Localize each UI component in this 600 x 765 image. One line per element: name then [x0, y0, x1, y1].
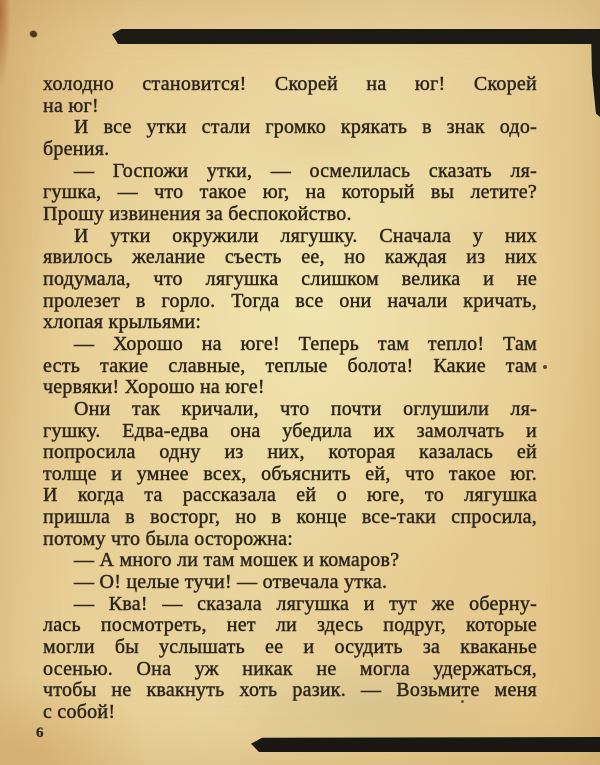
scan-artifact-right-bar	[591, 29, 600, 117]
text-line: Прошу извинения за беспокойство.	[43, 202, 352, 225]
text-line: — Госпожи утки, — осмелилась сказать ля-	[74, 159, 537, 182]
text-line: И все утки стали громко крякать в знак одо-	[74, 116, 537, 139]
text-line: И когда та рассказала ей о юге, то лягушка	[43, 484, 537, 507]
text-line: — Хорошо на юге! Теперь там тепло! Там	[74, 332, 537, 355]
scan-artifact-top-bar	[112, 29, 600, 44]
text-line: Они так кричали, что почти оглушили ля-	[74, 397, 537, 420]
text-line: попросила одну из них, которая казалась ей	[43, 441, 537, 464]
text-line: толще и умнее всех, объяснить ей, что такое юг.	[43, 462, 537, 485]
text-line: явилось желание съесть ее, но каждая из них	[43, 246, 537, 269]
text-line: — Ква! — сказала лягушка и тут же оберну-	[74, 592, 537, 615]
text-line: потому что была осторожна:	[43, 527, 294, 550]
scan-artifact-bottom-bar	[251, 737, 600, 752]
text-line: чтобы не квакнуть хоть разик. — Возьмите меня	[43, 679, 537, 702]
text-line: холодно становится! Скорей на юг! Скорей	[43, 73, 537, 95]
text-line: И утки окружили лягушку. Сначала у них	[74, 224, 537, 247]
text-line: пролезет в горло. Тогда все они начали кричать,	[43, 289, 537, 312]
text-line: с собой!	[43, 701, 116, 724]
text-line: есть такие славные, теплые болота! Какие там	[43, 354, 537, 377]
text-line: червяки! Хорошо на юге!	[43, 376, 265, 399]
text-line: пришла в восторг, но в конце все-таки спросила,	[43, 506, 537, 529]
text-line: гушку. Едва-едва она убедила их замолчать и	[43, 419, 537, 442]
text-line: осенью. Она уж никак не могла удержаться,	[43, 657, 537, 680]
text-line: — О! целые тучи! — отвечала утка.	[74, 571, 388, 594]
page-edge-stain	[0, 0, 14, 120]
page-text	[43, 74, 537, 724]
text-line: лась посмотреть, нет ли здесь подруг, которые	[43, 614, 537, 637]
text-line: — А много ли там мошек и комаров?	[74, 549, 400, 572]
text-line: могли бы услышать ее и осудить за кваканье	[43, 636, 537, 659]
ink-speck	[29, 30, 38, 38]
ink-speck	[543, 365, 547, 369]
page-number: 6	[36, 725, 44, 741]
text-line: гушка, — что такое юг, на который вы летите?	[43, 181, 537, 204]
text-line: брения.	[43, 137, 110, 160]
text-line: хлопая крыльями:	[43, 311, 202, 334]
text-line: подумала, что лягушка слишком велика и не	[43, 267, 537, 290]
text-line: на юг!	[43, 94, 99, 117]
